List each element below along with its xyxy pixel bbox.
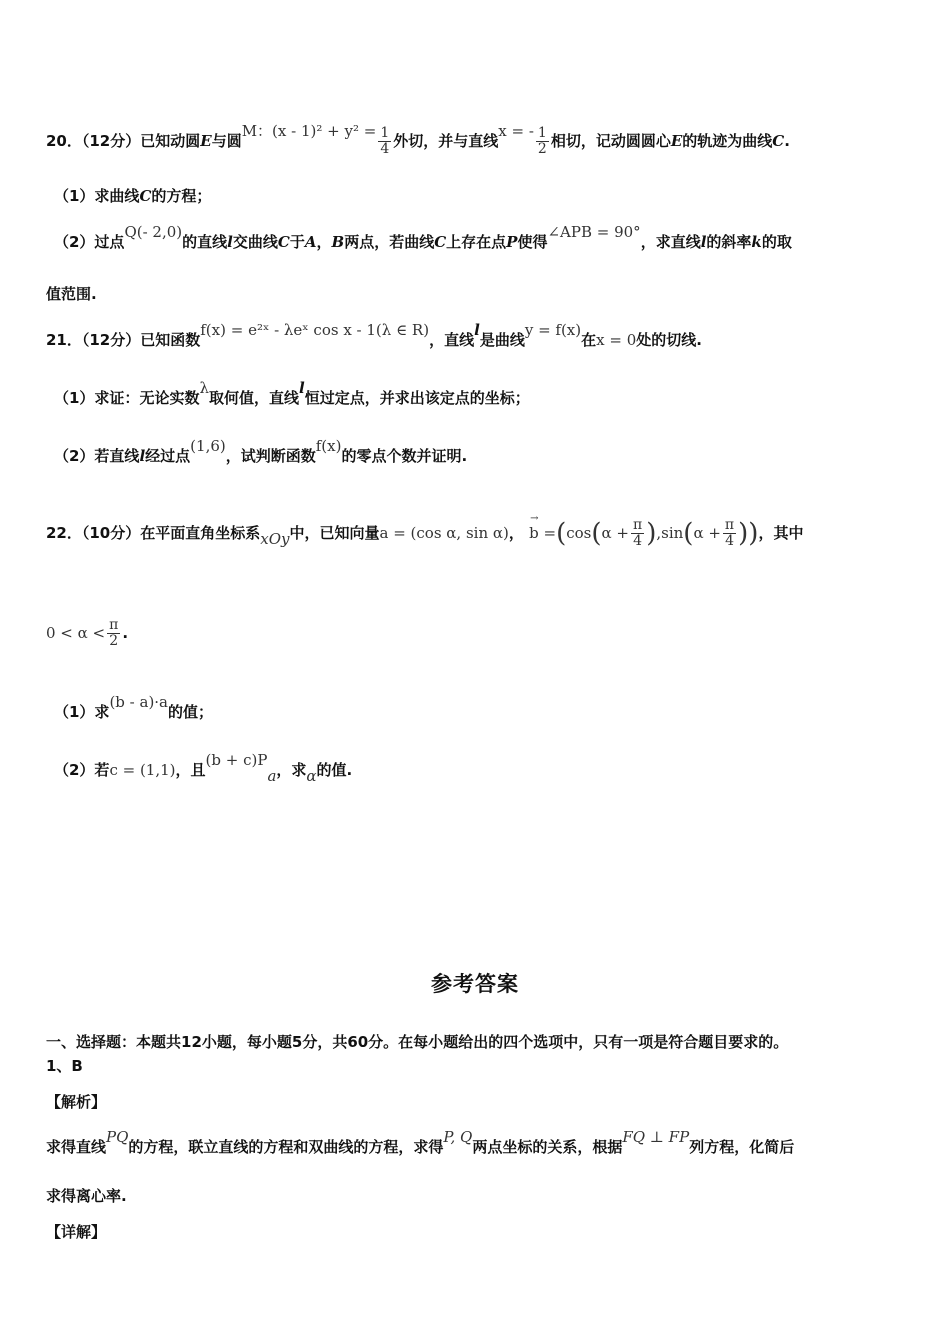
q20-frac-quarter [378, 126, 391, 157]
q22-four: 4 [633, 533, 643, 549]
q21-p2-text-b: 经过点 [145, 447, 191, 465]
q22-four-2: 4 [725, 533, 734, 549]
q20-p2-cont-text: 值范围. [46, 285, 97, 303]
q21-function: f(x) = e²ˣ - λeˣ cos x - 1(λ ∈ R) [200, 321, 430, 339]
q20-line-l: l [227, 233, 233, 251]
q21-text4: 处的切线. [636, 331, 702, 349]
q22-cos: cos [566, 524, 592, 542]
q21-stem [46, 321, 702, 350]
q21-p2-text-d: 的零点个数并证明. [341, 447, 468, 465]
q22-cond-end: . [122, 624, 129, 642]
q22-paren-open: ( [556, 518, 567, 549]
q22-frac-pi4-2 [723, 518, 736, 549]
q22-cond-num: π [109, 617, 119, 633]
q22-alpha-plus: α + [601, 524, 629, 542]
answer-analysis-cont: 求得离心率. [46, 1187, 127, 1205]
q20-p2-text-f: 两点，若曲线 [344, 233, 435, 251]
q22-p1-text-a: （1）求 [54, 703, 110, 721]
q22-cond-den: 2 [109, 633, 119, 649]
analysis-points-pq: P, Q [443, 1128, 473, 1146]
q22-frac-pi4 [631, 518, 644, 549]
q21-p2-function: f(x) [315, 437, 342, 455]
q22-p1-expr: (b - a)·a [109, 693, 169, 711]
q20-slope-k: k [751, 233, 762, 251]
q20-frac-num: 1 [380, 125, 390, 141]
q21-text3: 在 [581, 331, 597, 349]
q22-cond-lhs: 0 < α < [46, 624, 106, 642]
q22-p2-text-d: ，求 [276, 761, 307, 779]
analysis-text-1: 求得直线 [46, 1138, 107, 1156]
q20-p1-text2: 的方程； [151, 187, 212, 205]
q21-p2-text-c: ，试判断函数 [225, 447, 316, 465]
q20-p2-text-m: 的取 [761, 233, 792, 251]
q22-frac-pi2 [107, 618, 120, 649]
analysis-text-2: 的方程，联立直线的方程和双曲线的方程，求得 [128, 1138, 444, 1156]
q20-p2-text-j: 的斜率 [706, 233, 752, 251]
q22-paren-close: ) [748, 518, 759, 549]
q22-sin: ,sin [656, 524, 684, 542]
q21-part1 [54, 379, 530, 408]
q22-stem [46, 513, 804, 549]
q22-p2-a: a [267, 767, 277, 785]
q20-point-a: A [304, 233, 317, 251]
q20-p2-text-h: 使得 [517, 233, 548, 251]
q21-p2-line-l: l [139, 447, 146, 465]
q20-stem [46, 122, 790, 157]
vector-arrow-icon: → [530, 513, 539, 524]
q20-lead: 20．（12分）已知动圆 [46, 132, 201, 150]
q20-text5: . [784, 132, 790, 150]
analysis-text-3: 两点坐标的关系，根据 [472, 1138, 623, 1156]
q21-line-l: l [474, 321, 480, 339]
q20-frac-half [536, 126, 549, 157]
answer-analysis [46, 1128, 795, 1157]
q21-part2 [54, 437, 468, 466]
q20-part2-cont [46, 284, 97, 304]
q20-p1-text: （1）求曲线 [54, 187, 140, 205]
q22-text1: 中，已知向量 [289, 524, 380, 542]
q21-x0: x = 0 [596, 331, 637, 349]
q22-pi-2: π [724, 517, 735, 533]
q22-xoy: xOy [260, 530, 290, 548]
q21-p1-line-l: l [298, 379, 305, 397]
q21-text1: ，直线 [429, 331, 475, 349]
analysis-line-pq: PQ [106, 1128, 129, 1146]
q20-angle: ∠APB = 90° [547, 223, 641, 241]
q20-text2: 外切，并与直线 [393, 132, 499, 150]
q22-p2-alpha: α [306, 767, 317, 785]
q20-half-den: 2 [537, 141, 547, 157]
q20-p2-text-b: 的直线 [182, 233, 228, 251]
q20-p1-c: C [139, 187, 152, 205]
q22-paren-open-2: ( [591, 518, 602, 549]
q22-b-lhs: b = [529, 524, 557, 542]
q20-line-l2: l [700, 233, 707, 251]
q20-point-b: B [331, 233, 345, 251]
q20-line-x: x = - [498, 122, 534, 140]
q22-paren-close-3: ) [738, 518, 749, 549]
q21-p1-text-b: 取何值，直线 [208, 389, 299, 407]
q20-e2: E [670, 132, 683, 150]
q21-lambda: λ [199, 379, 209, 397]
q22-p1-text-b: 的值； [168, 703, 214, 721]
q22-text3: ，其中 [758, 524, 804, 542]
q22-p2-vector-c: c = (1,1) [109, 761, 176, 779]
q20-p2-text-a: （2）过点 [54, 233, 125, 251]
answer-xiangjie-label: 【详解】 [46, 1223, 107, 1241]
answer-heading: 参考答案 [431, 972, 519, 996]
q21-p2-text-a: （2）若直线 [54, 447, 140, 465]
q22-part2 [54, 751, 353, 785]
answer-section-title: 一、选择题：本题共12小题，每小题5分，共60分。在每小题给出的四个选项中，只有一项是符合题目要求的。 [46, 1033, 789, 1051]
q22-paren-open-3: ( [683, 518, 694, 549]
q20-part1 [54, 186, 211, 206]
q22-text2: ， [508, 524, 524, 542]
q20-c: C [772, 132, 785, 150]
q20-p2-text-e: ， [316, 233, 332, 251]
q22-condition [46, 618, 128, 649]
q21-point: (1,6) [190, 437, 226, 455]
answer-item-1: 1、B [46, 1057, 83, 1075]
q22-lead: 22．（10分）在平面直角坐标系 [46, 524, 261, 542]
q20-curve-c2: C [434, 233, 447, 251]
q22-p2-text-b: ，且 [175, 761, 206, 779]
q20-frac-den: 4 [380, 141, 390, 157]
q22-alpha-plus-2: α + [693, 524, 721, 542]
q20-p2-text-g: 上存在点 [446, 233, 507, 251]
q21-p1-text-c: 恒过定点，并求出该定点的坐标； [304, 389, 530, 407]
q20-half-num: 1 [537, 125, 547, 141]
q20-e: E [200, 132, 212, 150]
q22-vector-a: a = (cos α, sin α) [379, 524, 509, 542]
q22-paren-close-2: ) [646, 518, 657, 549]
answer-jiexi-label: 【解析】 [46, 1093, 107, 1111]
analysis-perp: FQ ⊥ FP [622, 1128, 690, 1146]
q22-p2-text-e: 的值. [316, 761, 353, 779]
q21-p1-text-a: （1）求证：无论实数 [54, 389, 200, 407]
q20-text3: 相切，记动圆圆心 [550, 132, 671, 150]
q22-vector-b [529, 513, 557, 543]
q20-part2 [54, 223, 792, 252]
q22-p2-expr: (b + c) [205, 751, 258, 769]
q21-lead: 21．（12分）已知函数 [46, 331, 201, 349]
q20-text1: 与圆 [211, 132, 242, 150]
q22-part1 [54, 693, 214, 722]
q20-p2-text-d: 于 [289, 233, 305, 251]
q20-p2-text-i: ，求直线 [640, 233, 701, 251]
q20-p2-text-c: 交曲线 [232, 233, 278, 251]
q20-point-q: Q(- 2,0) [124, 223, 183, 241]
analysis-text-4: 列方程，化简后 [689, 1138, 795, 1156]
q20-curve-c: C [277, 233, 290, 251]
q20-text4: 的轨迹为曲线 [682, 132, 773, 150]
q20-point-p: P [506, 233, 518, 251]
q22-pi: π [633, 517, 643, 533]
q21-curve-y: y = f(x) [524, 321, 582, 339]
q20-circle-m: M：(x - 1)² + y² = [241, 122, 377, 140]
q22-p2-parallel: P [257, 751, 268, 769]
q22-p2-text-a: （2）若 [54, 761, 110, 779]
q21-text2: 是曲线 [479, 331, 525, 349]
